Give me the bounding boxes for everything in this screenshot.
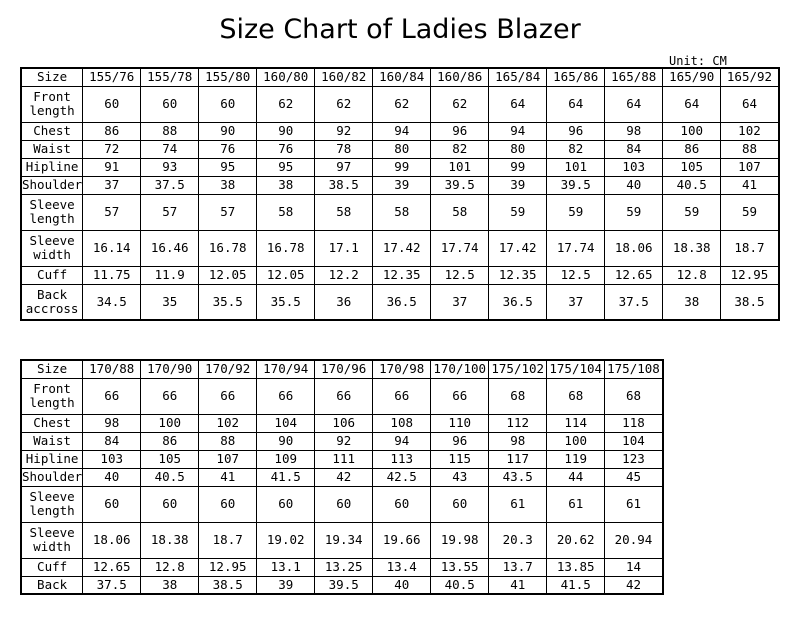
- row-label: Back accross: [21, 284, 83, 320]
- table-cell: 66: [315, 378, 373, 414]
- table-cell: 66: [83, 378, 141, 414]
- size-header-cell: 170/92: [199, 360, 257, 378]
- table-cell: 68: [489, 378, 547, 414]
- table-cell: 123: [605, 450, 663, 468]
- table-cell: 88: [141, 122, 199, 140]
- unit-label: Unit: CM: [669, 54, 727, 68]
- table-cell: 66: [199, 378, 257, 414]
- table-cell: 64: [489, 86, 547, 122]
- table-cell: 58: [257, 194, 315, 230]
- table-cell: 80: [373, 140, 431, 158]
- table-cell: 105: [663, 158, 721, 176]
- table-row: [21, 122, 779, 140]
- table-cell: 94: [489, 122, 547, 140]
- table-cell: 66: [141, 378, 199, 414]
- table-cell: 92: [315, 122, 373, 140]
- row-label: Back: [21, 576, 83, 594]
- table-cell: 76: [199, 140, 257, 158]
- table-cell: 12.5: [547, 266, 605, 284]
- table-cell: 72: [83, 140, 141, 158]
- size-header-cell: 170/88: [83, 360, 141, 378]
- table-cell: 66: [257, 378, 315, 414]
- table-cell: 107: [199, 450, 257, 468]
- table-cell: 40: [605, 176, 663, 194]
- table-cell: 61: [547, 486, 605, 522]
- row-label: Waist: [21, 432, 83, 450]
- table-cell: 12.05: [199, 266, 257, 284]
- table-cell: 64: [663, 86, 721, 122]
- table-cell: 58: [315, 194, 373, 230]
- table-cell: 40: [83, 468, 141, 486]
- table-cell: 64: [721, 86, 779, 122]
- size-header-cell: 175/104: [547, 360, 605, 378]
- table-cell: 17.1: [315, 230, 373, 266]
- table-row: [21, 158, 779, 176]
- table-cell: 12.95: [721, 266, 779, 284]
- row-label: Shoulder: [22, 177, 83, 192]
- table-cell: 20.62: [547, 522, 605, 558]
- row-label: Sleeve length: [21, 486, 83, 522]
- table-cell: 34.5: [83, 284, 141, 320]
- table-cell: 103: [83, 450, 141, 468]
- table-cell: 40.5: [663, 176, 721, 194]
- table-cell: 36.5: [489, 284, 547, 320]
- table-cell: 60: [83, 86, 141, 122]
- row-label: Shoulder: [22, 469, 83, 484]
- table-cell: 39.5: [431, 176, 489, 194]
- table-cell: 17.74: [547, 230, 605, 266]
- table-cell: 91: [83, 158, 141, 176]
- table-cell: 38: [257, 176, 315, 194]
- table-cell: 102: [721, 122, 779, 140]
- table-cell: 68: [605, 378, 663, 414]
- table-cell: 20.3: [489, 522, 547, 558]
- table-cell: 80: [489, 140, 547, 158]
- table-cell: 88: [721, 140, 779, 158]
- table-cell: 39: [257, 576, 315, 594]
- size-header-cell: 165/92: [721, 68, 779, 86]
- table-cell: 92: [315, 432, 373, 450]
- table-cell: 94: [373, 432, 431, 450]
- table-cell: 96: [431, 122, 489, 140]
- table-cell: 41.5: [257, 468, 315, 486]
- table-row: [21, 450, 663, 468]
- size-header-cell: 155/76: [83, 68, 141, 86]
- table-cell: 13.7: [489, 558, 547, 576]
- table-cell: 35.5: [257, 284, 315, 320]
- size-header-cell: 170/90: [141, 360, 199, 378]
- size-header-cell: 170/98: [373, 360, 431, 378]
- table-cell: 37.5: [83, 576, 141, 594]
- table-cell: 60: [83, 486, 141, 522]
- table-cell: 59: [547, 194, 605, 230]
- table-cell: 37: [547, 284, 605, 320]
- row-label: Chest: [21, 414, 83, 432]
- table-cell: 13.85: [547, 558, 605, 576]
- table-cell: 57: [83, 194, 141, 230]
- header-label: Size: [21, 68, 83, 86]
- table-cell: 86: [663, 140, 721, 158]
- page-title: Size Chart of Ladies Blazer: [219, 14, 581, 45]
- table-cell: 40.5: [141, 468, 199, 486]
- table-cell: 86: [83, 122, 141, 140]
- table-cell: 60: [257, 486, 315, 522]
- table-cell: 18.38: [663, 230, 721, 266]
- table-cell: 19.02: [257, 522, 315, 558]
- table-cell: 39.5: [547, 176, 605, 194]
- table-cell: 16.78: [199, 230, 257, 266]
- table-cell: 41.5: [547, 576, 605, 594]
- table-cell: 60: [431, 486, 489, 522]
- header-row: [21, 360, 663, 378]
- table-cell: 62: [257, 86, 315, 122]
- table-cell: 18.06: [605, 230, 663, 266]
- table-cell: 98: [83, 414, 141, 432]
- table-cell: 12.5: [431, 266, 489, 284]
- table-cell: 59: [605, 194, 663, 230]
- size-header-cell: 160/84: [373, 68, 431, 86]
- table-cell: 90: [257, 122, 315, 140]
- table-cell: 19.98: [431, 522, 489, 558]
- table-row: [21, 176, 779, 194]
- table-cell: 16.46: [141, 230, 199, 266]
- table-cell: 57: [141, 194, 199, 230]
- row-label: Chest: [21, 122, 83, 140]
- table-cell: 16.14: [83, 230, 141, 266]
- table-cell: 90: [257, 432, 315, 450]
- table-cell: 42.5: [373, 468, 431, 486]
- table-cell: 84: [83, 432, 141, 450]
- table-cell: 12.95: [199, 558, 257, 576]
- table-cell: 93: [141, 158, 199, 176]
- table-cell: 62: [431, 86, 489, 122]
- row-label: Sleeve width: [21, 230, 83, 266]
- table-cell: 38: [199, 176, 257, 194]
- table-cell: 66: [431, 378, 489, 414]
- table-cell: 106: [315, 414, 373, 432]
- table-cell: 95: [257, 158, 315, 176]
- row-label: Sleeve length: [21, 194, 83, 230]
- table-cell: 11.9: [141, 266, 199, 284]
- table-cell: 111: [315, 450, 373, 468]
- table-cell: 96: [547, 122, 605, 140]
- table-cell: 94: [373, 122, 431, 140]
- table-cell: 107: [721, 158, 779, 176]
- table-cell: 60: [315, 486, 373, 522]
- table-cell: 61: [605, 486, 663, 522]
- table-cell: 117: [489, 450, 547, 468]
- header-row: [21, 68, 779, 86]
- table-cell: 59: [721, 194, 779, 230]
- table-cell: 37.5: [605, 284, 663, 320]
- size-header-cell: 170/96: [315, 360, 373, 378]
- table-cell: 101: [547, 158, 605, 176]
- table-cell: 12.65: [83, 558, 141, 576]
- table-cell: 38.5: [315, 176, 373, 194]
- table-cell: 100: [547, 432, 605, 450]
- table-cell: 58: [373, 194, 431, 230]
- table-cell: 36: [315, 284, 373, 320]
- row-label: Cuff: [21, 266, 83, 284]
- table-row: [21, 414, 663, 432]
- row-label: Front length: [21, 378, 83, 414]
- table-cell: 98: [605, 122, 663, 140]
- table-cell: 41: [721, 176, 779, 194]
- size-header-cell: 175/102: [489, 360, 547, 378]
- table-cell: 100: [141, 414, 199, 432]
- table-cell: 74: [141, 140, 199, 158]
- table-cell: 45: [605, 468, 663, 486]
- table-cell: 109: [257, 450, 315, 468]
- table-row: [21, 558, 663, 576]
- table-cell: 42: [605, 576, 663, 594]
- table-row: [21, 194, 779, 230]
- table-cell: 90: [199, 122, 257, 140]
- size-header-cell: 165/90: [663, 68, 721, 86]
- row-label: Front length: [21, 86, 83, 122]
- table-row: [21, 522, 663, 558]
- size-table-2: [20, 359, 664, 595]
- table-cell: 18.38: [141, 522, 199, 558]
- table-cell: 60: [199, 486, 257, 522]
- table-cell: 17.42: [373, 230, 431, 266]
- table-cell: 82: [547, 140, 605, 158]
- table-cell: 13.4: [373, 558, 431, 576]
- table-cell: 112: [489, 414, 547, 432]
- table-row: [21, 266, 779, 284]
- table-cell: 14: [605, 558, 663, 576]
- table-cell: 39.5: [315, 576, 373, 594]
- table-cell: 88: [199, 432, 257, 450]
- row-label: Cuff: [21, 558, 83, 576]
- table-row: [21, 468, 663, 486]
- size-header-cell: 160/80: [257, 68, 315, 86]
- table-cell: 60: [199, 86, 257, 122]
- table-cell: 60: [141, 86, 199, 122]
- table-cell: 35.5: [199, 284, 257, 320]
- table-cell: 115: [431, 450, 489, 468]
- size-header-cell: 160/82: [315, 68, 373, 86]
- table-cell: 17.42: [489, 230, 547, 266]
- table-cell: 12.2: [315, 266, 373, 284]
- table-row: [21, 230, 779, 266]
- table-cell: 37: [83, 176, 141, 194]
- table-cell: 97: [315, 158, 373, 176]
- table-cell: 84: [605, 140, 663, 158]
- table-cell: 18.06: [83, 522, 141, 558]
- table-cell: 99: [489, 158, 547, 176]
- table-cell: 12.05: [257, 266, 315, 284]
- table-cell: 12.65: [605, 266, 663, 284]
- size-header-cell: 170/94: [257, 360, 315, 378]
- row-label: Hipline: [21, 158, 83, 176]
- table-cell: 78: [315, 140, 373, 158]
- table-cell: 12.8: [663, 266, 721, 284]
- table-cell: 100: [663, 122, 721, 140]
- table-cell: 18.7: [199, 522, 257, 558]
- table-row: [21, 378, 663, 414]
- table-cell: 76: [257, 140, 315, 158]
- table-row: [21, 486, 663, 522]
- size-header-cell: 175/108: [605, 360, 663, 378]
- table-cell: 39: [489, 176, 547, 194]
- table-cell: 60: [141, 486, 199, 522]
- table-cell: 64: [605, 86, 663, 122]
- table-cell: 103: [605, 158, 663, 176]
- table-cell: 59: [489, 194, 547, 230]
- table-cell: 118: [605, 414, 663, 432]
- table-cell: 19.66: [373, 522, 431, 558]
- table-cell: 64: [547, 86, 605, 122]
- table-cell: 13.25: [315, 558, 373, 576]
- table-cell: 41: [489, 576, 547, 594]
- table-row: [21, 140, 779, 158]
- table-cell: 20.94: [605, 522, 663, 558]
- size-header-cell: 165/88: [605, 68, 663, 86]
- table-cell: 61: [489, 486, 547, 522]
- table-cell: 113: [373, 450, 431, 468]
- table-row: [21, 284, 779, 320]
- table-cell: 11.75: [83, 266, 141, 284]
- row-label: Waist: [21, 140, 83, 158]
- table-cell: 38.5: [721, 284, 779, 320]
- row-label: Hipline: [21, 450, 83, 468]
- table-row: [21, 576, 663, 594]
- size-header-cell: 160/86: [431, 68, 489, 86]
- table-cell: 13.1: [257, 558, 315, 576]
- size-header-cell: 165/84: [489, 68, 547, 86]
- table-cell: 108: [373, 414, 431, 432]
- table-cell: 95: [199, 158, 257, 176]
- table-cell: 12.35: [489, 266, 547, 284]
- table-cell: 62: [373, 86, 431, 122]
- row-label: Sleeve width: [21, 522, 83, 558]
- table-cell: 110: [431, 414, 489, 432]
- table-cell: 102: [199, 414, 257, 432]
- size-table-1: [20, 67, 780, 321]
- table-cell: 36.5: [373, 284, 431, 320]
- table-cell: 40.5: [431, 576, 489, 594]
- table-cell: 37.5: [141, 176, 199, 194]
- table-cell: 42: [315, 468, 373, 486]
- table-cell: 38.5: [199, 576, 257, 594]
- table-cell: 104: [605, 432, 663, 450]
- table-cell: 12.35: [373, 266, 431, 284]
- table-cell: 119: [547, 450, 605, 468]
- size-header-cell: 155/80: [199, 68, 257, 86]
- table-cell: 12.8: [141, 558, 199, 576]
- table-row: [21, 86, 779, 122]
- table-cell: 19.34: [315, 522, 373, 558]
- table-cell: 57: [199, 194, 257, 230]
- table-cell: 40: [373, 576, 431, 594]
- table-cell: 17.74: [431, 230, 489, 266]
- table-cell: 62: [315, 86, 373, 122]
- table-cell: 104: [257, 414, 315, 432]
- size-header-cell: 165/86: [547, 68, 605, 86]
- table-cell: 16.78: [257, 230, 315, 266]
- size-header-cell: 170/100: [431, 360, 489, 378]
- table-cell: 59: [663, 194, 721, 230]
- size-header-cell: 155/78: [141, 68, 199, 86]
- table-cell: 38: [141, 576, 199, 594]
- table-row: [21, 432, 663, 450]
- table-cell: 38: [663, 284, 721, 320]
- table-cell: 37: [431, 284, 489, 320]
- table-cell: 68: [547, 378, 605, 414]
- table-cell: 114: [547, 414, 605, 432]
- table-cell: 105: [141, 450, 199, 468]
- table-cell: 41: [199, 468, 257, 486]
- table-cell: 39: [373, 176, 431, 194]
- table-cell: 98: [489, 432, 547, 450]
- table-cell: 13.55: [431, 558, 489, 576]
- table-cell: 96: [431, 432, 489, 450]
- table-cell: 101: [431, 158, 489, 176]
- table-cell: 18.7: [721, 230, 779, 266]
- table-cell: 86: [141, 432, 199, 450]
- table-cell: 99: [373, 158, 431, 176]
- table-cell: 66: [373, 378, 431, 414]
- table-cell: 44: [547, 468, 605, 486]
- table-cell: 82: [431, 140, 489, 158]
- table-cell: 35: [141, 284, 199, 320]
- table-cell: 60: [373, 486, 431, 522]
- table-cell: 43: [431, 468, 489, 486]
- header-label: Size: [21, 360, 83, 378]
- table-cell: 43.5: [489, 468, 547, 486]
- table-cell: 58: [431, 194, 489, 230]
